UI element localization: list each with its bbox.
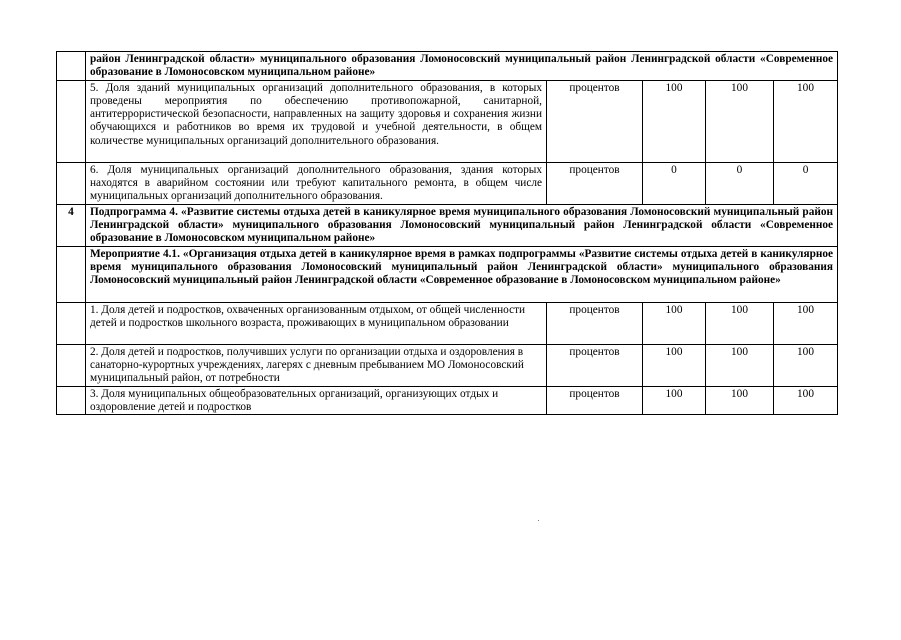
indicator-description: 2. Доля детей и подростков, получивших услуги по организации отдыха и оздоровления в санаторно-курортных учреждениях, лагерях с дневным пребыванием МО Ломоносовский муниципальный район, от потребности [86,344,547,386]
table-row [57,52,838,81]
value-cell: 100 [706,80,774,162]
table-row [57,246,838,302]
row-number: 4 [57,204,86,246]
scan-speck [538,520,539,521]
table-row [57,80,838,162]
value-cell: 0 [774,162,838,204]
unit-cell: процентов [547,344,643,386]
table-row [57,204,838,246]
value-cell: 100 [706,344,774,386]
section-header-text: район Ленинградской области» муниципального образования Ломоносовский муниципальный район Ленинградской области «Современное образование в Ломоносовском муниципальном районе» [86,52,838,81]
row-number [57,80,86,162]
value-cell: 100 [774,302,838,344]
indicators-table [56,51,838,415]
indicator-description: 1. Доля детей и подростков, охваченных организованным отдыхом, от общей численности детей и подростков школьного возраста, проживающих в муниципальном образовании [86,302,547,344]
measure-header-text: Мероприятие 4.1. «Организация отдыха детей в каникулярное время в рамках подпрограммы «Развитие системы отдыха детей в каникулярное время муниципального образования Ломоносовский муниципальный район Ленинградской области» муниципального образования Ломоносовский муниципальный район Ленинградской области «Современное образование в Ломоносовском муниципальном районе» [86,246,838,302]
table-row [57,302,838,344]
row-number [57,162,86,204]
row-number [57,52,86,81]
subprogram-header-text: Подпрограмма 4. «Развитие системы отдыха детей в каникулярное время муниципального образования Ломоносовский муниципальный район Ленинградской области» муниципального образования Ломоносовский муниципальный район Ленинградской области «Современное образование в Ломоносовском муниципальном районе» [86,204,838,246]
table-row [57,386,838,415]
value-cell: 100 [643,302,706,344]
value-cell: 100 [774,80,838,162]
value-cell: 100 [774,386,838,415]
unit-cell: процентов [547,386,643,415]
unit-cell: процентов [547,80,643,162]
row-number [57,302,86,344]
value-cell: 100 [706,386,774,415]
indicator-description: 5. Доля зданий муниципальных организаций дополнительного образования, в которых проведены мероприятия по обеспечению противопожарной, санитарной, антитеррористической безопасности, направленных на защиту здоровья и сохранения жизни обучающихся и работников во время их трудовой и учебной деятельности, в общем количестве муниципальных организаций дополнительного образования. [86,80,547,162]
table-row [57,344,838,386]
indicator-description: 3. Доля муниципальных общеобразовательных организаций, организующих отдых и оздоровление детей и подростков [86,386,547,415]
unit-cell: процентов [547,162,643,204]
indicator-description: 6. Доля муниципальных организаций дополнительного образования, здания которых находятся в аварийном состоянии или требуют капитального ремонта, в общем числе муниципальных организаций дополнительного образования. [86,162,547,204]
unit-cell: процентов [547,302,643,344]
indicators-table-body [57,52,838,415]
row-number [57,386,86,415]
value-cell: 100 [706,302,774,344]
row-number [57,344,86,386]
row-number [57,246,86,302]
value-cell: 100 [774,344,838,386]
value-cell: 100 [643,80,706,162]
value-cell: 0 [643,162,706,204]
value-cell: 100 [643,344,706,386]
value-cell: 0 [706,162,774,204]
table-row [57,162,838,204]
value-cell: 100 [643,386,706,415]
